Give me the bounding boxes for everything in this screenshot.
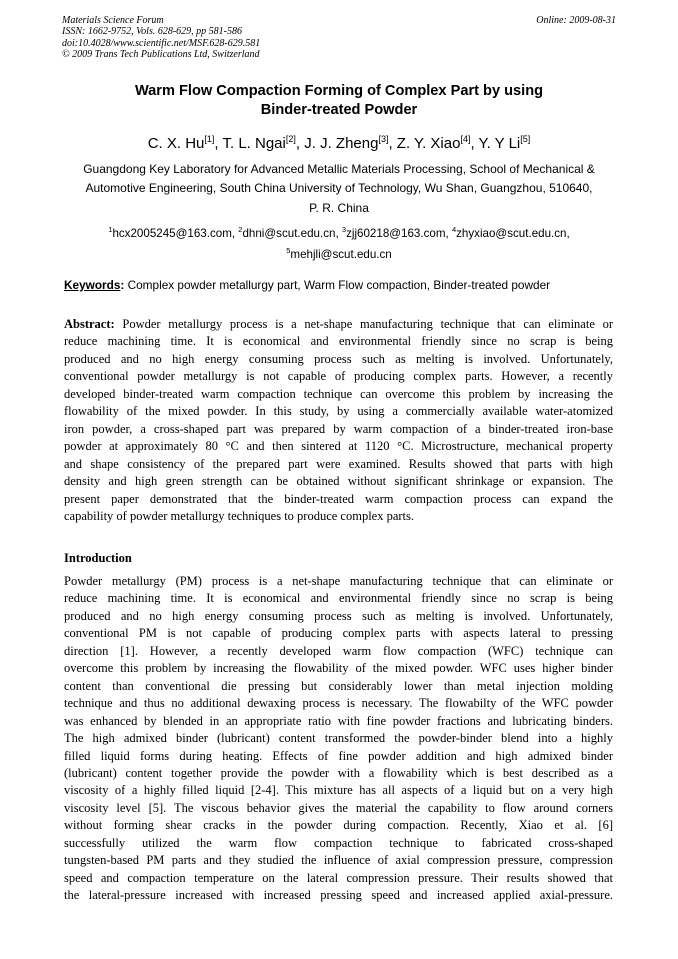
journal-name: Materials Science Forum [62, 15, 164, 26]
intro-line: reduce machining time. It is economical and environmental friendly since no scrap is being [64, 591, 613, 606]
abstract-line-1-text: Powder metallurgy process is a net-shape manufacturing technique that can eliminate or [114, 317, 613, 331]
introduction-heading: Introduction [64, 551, 132, 565]
copyright-line: © 2009 Trans Tech Publications Ltd, Switzerland [62, 49, 260, 61]
journal-header [62, 15, 616, 61]
abstract-line: reduce machining time. It is economical and environmental friendly since no scrap is being [64, 334, 613, 349]
author-4-ref: [4] [460, 134, 471, 144]
affiliation-line-2: Automotive Engineering, South China University of Technology, Wu Shan, Guangzhou, 510640, [85, 181, 593, 196]
author-5-ref: [5] [520, 134, 531, 144]
abstract-line: iron powder, a cross-shaped part was prepared by warm compaction of a binder-treated iron-base [64, 421, 613, 436]
intro-line: viscosity of a highly filled liquid [2-4]. This mixture has all aspects of a liquid but on a very high [64, 783, 613, 798]
author-list [64, 130, 614, 153]
keywords-label: Keywords [64, 278, 121, 292]
email-line-1 [64, 221, 614, 242]
author-sep: , [470, 135, 479, 152]
author-1-ref: [1] [204, 134, 215, 144]
title-line-2: Binder-treated Powder [260, 102, 418, 118]
intro-line: produced and no high energy consuming process such as melting is involved. Unfortunately, [64, 608, 613, 623]
intro-line: direction [1]. However, a recently developed warm flow compaction (WFC) technique can [64, 643, 613, 658]
abstract-line: present paper demonstrated that the binder-treated warm compaction process can expand the [64, 491, 613, 506]
abstract [64, 316, 613, 525]
author-1-name: C. X. Hu [147, 135, 205, 152]
author-sep: , [295, 135, 305, 152]
intro-line: filled liquid forms during heating. Effects of fine powder addition and high admixed binder [64, 748, 613, 763]
abstract-line: powder at approximately 80 °C and then sintered at 1120 °C. Microstructure, mechanical property [64, 439, 613, 454]
email-5-num: 5 [286, 245, 291, 255]
keywords [64, 277, 618, 293]
affiliation-line-3: P. R. China [309, 200, 369, 215]
intro-line: The high admixed binder (lubricant) content transformed the powder-binder blend into a highly [64, 731, 613, 746]
intro-line: viscosity level [5]. The viscous behavior gives the material the capability to flow around corners [64, 800, 613, 815]
issn-line: ISSN: 1662-9752, Vols. 628-629, pp 581-586 [62, 26, 242, 38]
author-3-name: J. J. Zheng [304, 135, 379, 152]
paper-title [64, 82, 614, 120]
intro-line: overcome this problem by increasing the flowability of the mixed powder. WFC uses higher binder [64, 661, 613, 676]
abstract-line: conventional powder metallurgy is not capable of producing complex parts. However, a recently [64, 369, 613, 384]
intro-line: conventional PM is not capable of producing complex parts with aspects lateral to pressing [64, 626, 613, 641]
abstract-line: density and high green strength can be obtained without significant shrinkage or expansion. The [64, 474, 613, 489]
title-line-1: Warm Flow Compaction Forming of Complex Part by using [134, 83, 544, 99]
intro-line: without forming shear cracks in the powder during compaction. Recently, Xiao et al. [6] [64, 818, 613, 833]
abstract-label: Abstract: [64, 317, 115, 331]
doi-line: doi:10.4028/www.scientific.net/MSF.628-629.581 [62, 37, 261, 49]
email-2-addr[interactable]: dhni@scut.edu.cn, [242, 226, 342, 240]
email-1-addr[interactable]: hcx2005245@163.com, [112, 226, 239, 240]
email-2-num: 2 [238, 225, 243, 234]
intro-line: Powder metallurgy (PM) process is a net-shape manufacturing technique that can eliminate or [64, 574, 613, 588]
affiliation [64, 160, 614, 218]
intro-line: was enhanced by blended in an appropriate ratio with fine powder fractions and lubricating binders. [64, 713, 613, 728]
author-3-ref: [3] [378, 134, 389, 144]
affiliation-line-1: Guangdong Key Laboratory for Advanced Metallic Materials Processing, School of Mechanical & [83, 162, 595, 176]
abstract-line [64, 316, 613, 333]
email-3-addr[interactable]: zjj60218@163.com, [346, 226, 452, 240]
author-sep: , [214, 135, 223, 152]
author-5-name: Y. Y Li [478, 135, 521, 152]
intro-line: the lateral-pressure increased with increased pressing speed and increased applied axial-pressure. [64, 888, 613, 903]
intro-line: tungsten-based PM parts and they studied the influence of axial compression pressure, compression [64, 853, 613, 868]
abstract-line: produced and no high energy consuming process such as melting is involved. Unfortunately, [64, 351, 613, 366]
abstract-line: and shape consistency of the prepared part were examined. Results showed that parts with high [64, 456, 613, 471]
online-date: Online: 2009-08-31 [536, 15, 616, 26]
author-2-ref: [2] [285, 134, 296, 144]
intro-line: successfully utilized the warm flow compaction technique to fabricated cross-shaped [64, 835, 613, 850]
author-sep: , [388, 135, 397, 152]
author-4-name: Z. Y. Xiao [396, 135, 461, 152]
email-1-num: 1 [108, 225, 113, 234]
intro-line: (lubricant) content together provide the powder with a flowability which is best described as a [64, 765, 613, 780]
intro-line: speed and compaction temperature on the lateral compression pressure. Their results showed that [64, 870, 613, 885]
keywords-colon: : [120, 278, 125, 292]
email-4-num: 4 [451, 225, 457, 234]
abstract-line: capability of powder metallurgy techniques to produce complex parts. [64, 508, 415, 523]
email-3-num: 3 [341, 225, 347, 234]
intro-line: content than conventional die pressing but considerably lower than metal injection molding [64, 678, 613, 693]
abstract-line: flowability of the mixed powder. In this study, by using a commercially available water-atomized [64, 404, 613, 419]
author-2-name: T. L. Ngai [222, 135, 286, 152]
email-list [64, 221, 614, 263]
email-line-2 [64, 242, 614, 263]
abstract-line: developed binder-treated warm compaction technique can overcome this problem by increasing the [64, 386, 613, 401]
email-4-addr[interactable]: zhyxiao@scut.edu.cn, [456, 226, 570, 240]
intro-line: technique and thus no additional dewaxing process is necessary. The flowabilty of the WFC powder [64, 696, 613, 711]
introduction-body [64, 573, 613, 905]
email-5-addr[interactable]: mehjli@scut.edu.cn [290, 247, 392, 261]
keywords-text: Complex powder metallurgy part, Warm Flow compaction, Binder-treated powder [124, 278, 551, 292]
